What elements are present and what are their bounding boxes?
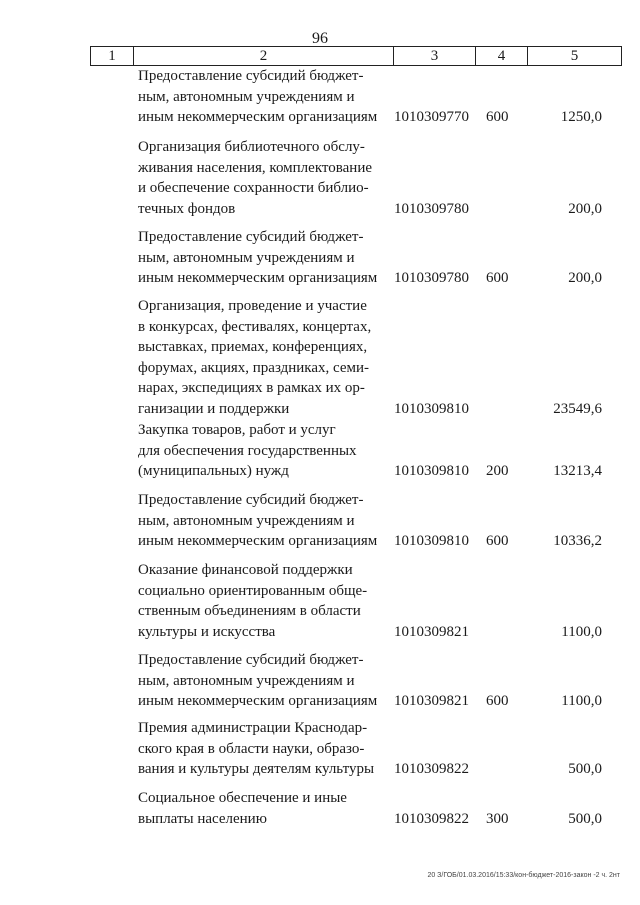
row-code: 1010309821 [394, 623, 469, 640]
row-description [138, 137, 378, 219]
description-line: для обеспечения государственных [138, 442, 357, 459]
description-line: Организация, проведение и участие [138, 298, 367, 314]
description-line: нарах, экспедициях в рамках их ор- [138, 380, 365, 396]
header-col-4: 4 [475, 47, 527, 65]
description-line: Предоставление субсидий бюджет- [138, 229, 364, 245]
footer-note: 20 З/ГОБ/01.03.2016/15:33/кон-бюджет-2016-закон -2 ч. 2нт [427, 872, 620, 879]
row-amount: 13213,4 [553, 463, 602, 479]
row-amount: 1250,0 [560, 109, 602, 125]
row-amount: 200,0 [568, 200, 602, 217]
description-line: социально ориентированным обще- [138, 582, 368, 599]
description-line: выставках, приемах, конференциях, [138, 339, 368, 355]
description-line: иным некоммерческим организациям [138, 109, 378, 125]
description-line: ственным объединениям в области [138, 603, 361, 619]
description-line: Оказание финансовой поддержки [138, 562, 353, 578]
description-line: выплаты населению [138, 810, 267, 827]
row-code: 1010309810 [394, 533, 469, 549]
description-line: и обеспечение сохранности библио- [138, 180, 369, 196]
description-line: (муниципальных) нужд [138, 463, 289, 479]
description-line: Предоставление субсидий бюджет- [138, 68, 364, 84]
description-line: течных фондов [138, 200, 236, 217]
description-line: вания и культуры деятелям культуры [138, 761, 375, 777]
page-number: 96 [312, 30, 328, 47]
row-code: 1010309810 [394, 463, 469, 479]
row-amount: 200,0 [568, 270, 602, 286]
description-line: Социальное обеспечение и иные [138, 790, 347, 806]
row-description [138, 420, 378, 482]
row-type: 600 [486, 109, 509, 125]
description-line: форумах, акциях, праздниках, семи- [138, 359, 370, 376]
row-type: 600 [486, 693, 509, 709]
row-amount: 1100,0 [561, 623, 602, 640]
row-code: 1010309822 [394, 810, 469, 827]
table-header [90, 46, 622, 66]
row-amount: 1100,0 [561, 693, 602, 709]
row-amount: 500,0 [568, 810, 602, 827]
description-line: иным некоммерческим организациям [138, 533, 378, 549]
description-line: ным, автономным учреждениям и [138, 672, 355, 689]
row-description [138, 650, 378, 712]
description-line: иным некоммерческим организациям [138, 693, 378, 709]
row-amount: 10336,2 [553, 533, 602, 549]
header-col-1: 1 [108, 48, 116, 64]
description-line: Предоставление субсидий бюджет- [138, 652, 364, 668]
description-line: ганизации и поддержки [138, 400, 290, 417]
row-type: 600 [486, 270, 509, 286]
row-code: 1010309770 [394, 109, 469, 125]
description-line: ным, автономным учреждениям и [138, 88, 355, 105]
description-line: Предоставление субсидий бюджет- [138, 492, 364, 508]
description-line: Премия администрации Краснодар- [138, 720, 368, 736]
row-description [138, 490, 378, 552]
description-line: Закупка товаров, работ и услуг [138, 422, 336, 438]
row-description [138, 227, 378, 289]
description-line: ным, автономным учреждениям и [138, 249, 355, 266]
row-amount: 500,0 [568, 761, 602, 777]
row-description [138, 788, 378, 829]
header-col-5: 5 [527, 47, 621, 65]
row-type: 600 [486, 533, 509, 549]
row-amount: 23549,6 [553, 400, 602, 417]
row-type: 200 [486, 463, 509, 479]
description-line: в конкурсах, фестивалях, концертах, [138, 318, 372, 335]
row-description [138, 296, 378, 419]
row-code: 1010309821 [394, 693, 469, 709]
header-col-2: 2 [133, 47, 393, 65]
description-line: живания населения, комплектование [138, 159, 373, 176]
row-code: 1010309780 [394, 270, 469, 286]
row-type: 300 [486, 810, 509, 827]
row-description [138, 560, 378, 642]
description-line: иным некоммерческим организациям [138, 270, 378, 286]
description-line: ным, автономным учреждениям и [138, 512, 355, 529]
row-code: 1010309822 [394, 761, 469, 777]
row-code: 1010309780 [394, 200, 469, 217]
description-line: культуры и искусства [138, 623, 276, 640]
row-code: 1010309810 [394, 400, 469, 417]
description-line: Организация библиотечного обслу- [138, 139, 365, 155]
row-description [138, 718, 378, 780]
header-col-3: 3 [393, 47, 475, 65]
description-line: ского края в области науки, образо- [138, 740, 365, 757]
row-description [138, 66, 378, 128]
